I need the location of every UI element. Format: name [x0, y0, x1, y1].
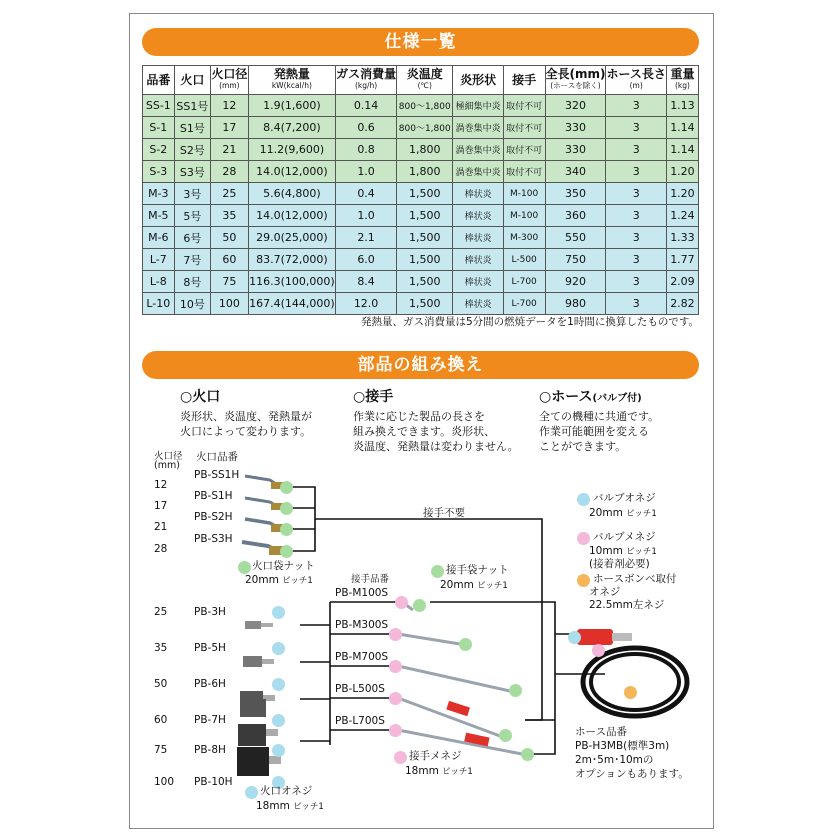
nozzle-dia: 28	[154, 543, 168, 555]
spec-cell: 3	[606, 117, 666, 139]
spec-cell: 2.1	[336, 227, 397, 249]
spec-col-header-sub: (℃)	[417, 81, 432, 90]
spec-cell: 1,500	[397, 205, 453, 227]
spec-col-header-sub: kW(kcal/h)	[271, 81, 312, 90]
spec-cell: 100	[211, 293, 249, 315]
joint-nut-label: 接手袋ナット	[446, 564, 509, 576]
nozzle-dia: 100	[154, 776, 175, 788]
spec-cell: 330	[545, 117, 606, 139]
valve-male-spec	[589, 508, 657, 520]
nozzle-s3-icon	[242, 542, 283, 555]
spec-cell: 29.0(25,000)	[248, 227, 335, 249]
spec-cell: 6号	[174, 227, 210, 249]
spec-cell: 0.6	[336, 117, 397, 139]
nozzle-s1-icon	[245, 498, 283, 510]
joint-m300-tube	[398, 634, 460, 644]
spec-cell: 6.0	[336, 249, 397, 271]
spec-cell: 14.0(12,000)	[248, 161, 335, 183]
nozzle-code: PB-10H	[194, 776, 233, 788]
nozzle-code: PB-S2H	[194, 511, 233, 523]
spec-cell: M-6	[143, 227, 175, 249]
nozzle-nut-spec	[245, 575, 313, 587]
hose-options: 2m･5m･10mの	[575, 754, 654, 766]
spec-cell: 3	[606, 161, 666, 183]
nozzle-code: PB-5H	[194, 642, 226, 654]
spec-sheet	[129, 13, 714, 829]
spec-cell: L-700	[503, 293, 545, 315]
nozzle-male-dot	[272, 678, 285, 691]
joint-desc-line2: 組み換えできます。炎形状、	[353, 425, 496, 438]
cylinder-label: ホースボンベ取付	[593, 573, 677, 585]
spec-cell: 1,800	[397, 139, 453, 161]
spec-cell: 980	[545, 293, 606, 315]
valve-female-size: 10mm	[589, 545, 623, 557]
nozzle-dia: 25	[154, 606, 168, 618]
valve-female-label: バルブメネジ	[593, 531, 656, 543]
l500-female-dot	[389, 692, 402, 705]
spec-cell: 1.14	[666, 139, 698, 161]
spec-cell: 0.4	[336, 183, 397, 205]
assembly-diagram	[130, 14, 713, 828]
spec-cell: 1,800	[397, 161, 453, 183]
nozzle-code: PB-7H	[194, 714, 226, 726]
joint-code: PB-M100S	[335, 587, 389, 599]
spec-cell: L-10	[143, 293, 175, 315]
hose-title-sub: (バルブ付)	[592, 393, 642, 404]
spec-col-header-main: 全長(mm)	[545, 67, 606, 81]
m700-nut-dot	[509, 684, 522, 697]
spec-cell: L-500	[503, 249, 545, 271]
spec-col-header-sub: (m)	[629, 81, 643, 90]
nozzle-dia: 50	[154, 678, 168, 690]
joint-nut-dot-icon	[431, 565, 444, 578]
joint-code: PB-L700S	[335, 715, 385, 727]
nozzle-dia-head-2: (mm)	[154, 460, 180, 471]
hose-cylinder-dot	[624, 686, 637, 699]
nozzle-5h-icon	[243, 656, 274, 667]
spec-cell: 2.82	[666, 293, 698, 315]
nozzle-female-pitch: ピッチ1	[293, 802, 324, 812]
joint-m700-tube	[398, 666, 510, 691]
nozzle-dia: 12	[154, 479, 168, 491]
spec-cell: S-1	[143, 117, 175, 139]
nozzle-nut-dot	[280, 523, 293, 536]
spec-cell: 取付不可	[503, 139, 545, 161]
hose-desc-line3: ことができます。	[539, 440, 627, 453]
nozzle-code: PB-SS1H	[194, 469, 240, 481]
spec-col-header-main: ホース長さ	[606, 67, 666, 81]
hose-desc-line2: 作業可能範囲を変える	[539, 425, 649, 438]
nozzle-desc-line1: 炎形状、炎温度、発熱量が	[180, 410, 312, 423]
nozzle-code: PB-6H	[194, 678, 226, 690]
spec-cell: M-3	[143, 183, 175, 205]
hose-title-text: ○ホース	[539, 389, 593, 405]
spec-col-header-main: 炎温度	[406, 67, 443, 81]
spec-cell: 1,500	[397, 183, 453, 205]
spec-cell: 21	[211, 139, 249, 161]
nozzle-dia-head-1: 火口径	[154, 451, 183, 462]
spec-col-header-main: 火口径	[211, 67, 248, 81]
valve-male-size: 20mm	[589, 507, 623, 519]
nozzle-female-label: 火口オネジ	[260, 785, 313, 797]
nozzle-7h-icon	[240, 699, 266, 717]
spec-title-banner: 仕様一覧	[142, 28, 699, 56]
joint-nut-pitch: ピッチ1	[477, 581, 508, 591]
nozzle-nut-dot	[280, 481, 293, 494]
l700-nut-dot	[521, 748, 534, 761]
hose-valve-icon	[577, 629, 613, 645]
spec-cell: 75	[211, 271, 249, 293]
spec-cell: M-5	[143, 205, 175, 227]
cylinder-label2: オネジ	[589, 586, 621, 598]
spec-cell: 8.4	[336, 271, 397, 293]
nozzle-8h-icon	[238, 724, 278, 746]
nozzle-male-dot	[272, 744, 285, 757]
nozzle-male-dot	[272, 642, 285, 655]
joint-code: PB-M300S	[335, 619, 389, 631]
spec-cell: 3号	[174, 183, 210, 205]
spec-cell: 360	[545, 205, 606, 227]
joint-male-label: 接手メネジ	[409, 750, 462, 762]
spec-cell: L-700	[503, 271, 545, 293]
spec-cell: L-7	[143, 249, 175, 271]
spec-col-header-main: ガス消費量	[336, 67, 397, 81]
joint-code: PB-L500S	[335, 683, 385, 695]
spec-cell: 8.4(7,200)	[248, 117, 335, 139]
spec-cell: S3号	[174, 161, 210, 183]
nozzle-nut-dot	[280, 545, 293, 558]
spec-cell: 1.24	[666, 205, 698, 227]
spec-col-header-sub: (mm)	[219, 81, 240, 90]
joint-nut-spec	[440, 580, 508, 592]
cylinder-spec: 22.5mm左ネジ	[589, 599, 665, 611]
spec-cell: 棒状炎	[453, 249, 503, 271]
nozzle-nut-label: 火口袋ナット	[252, 560, 315, 572]
spec-cell: S1号	[174, 117, 210, 139]
spec-cell: 35	[211, 205, 249, 227]
spec-cell: 1.77	[666, 249, 698, 271]
spec-cell: 渦巻集中炎	[453, 117, 503, 139]
nozzle-dia-head	[154, 452, 183, 470]
hose-desc-line1: 全ての機種に共通です。	[539, 410, 660, 423]
spec-cell: 800～1,800	[397, 117, 453, 139]
spec-cell: 330	[545, 139, 606, 161]
spec-cell: 1.9(1,600)	[248, 95, 335, 117]
s-nozzle-drawings	[242, 476, 283, 555]
spec-cell: 167.4(144,000)	[248, 293, 335, 315]
joint-nut-size: 20mm	[440, 579, 474, 591]
m100-nut-dot	[413, 599, 426, 612]
spec-cell: 3	[606, 249, 666, 271]
spec-cell: 340	[545, 161, 606, 183]
valve-female-spec	[589, 546, 657, 558]
spec-cell: S2号	[174, 139, 210, 161]
nozzle-3h-icon	[245, 621, 273, 629]
spec-cell: 28	[211, 161, 249, 183]
spec-cell: 60	[211, 249, 249, 271]
nut-dot-icon	[238, 561, 251, 574]
spec-cell: 3	[606, 227, 666, 249]
valve-male-dot-icon	[577, 493, 590, 506]
nozzle-s2-icon	[245, 519, 283, 532]
spec-cell: 棒状炎	[453, 227, 503, 249]
spec-cell: 116.3(100,000)	[248, 271, 335, 293]
nozzle-nut-dot	[280, 502, 293, 515]
nozzle-column-title: ○火口	[180, 389, 221, 405]
nozzle-male-dot	[272, 714, 285, 727]
nozzle-code: PB-S1H	[194, 490, 233, 502]
l700-female-dot	[389, 724, 402, 737]
hose-male-dot	[568, 631, 581, 644]
spec-cell: 12	[211, 95, 249, 117]
spec-cell: 83.7(72,000)	[248, 249, 335, 271]
spec-cell: 1,500	[397, 249, 453, 271]
spec-cell: 取付不可	[503, 95, 545, 117]
spec-cell: 取付不可	[503, 117, 545, 139]
valve-male-pitch: ピッチ1	[626, 509, 657, 519]
spec-cell: 25	[211, 183, 249, 205]
spec-cell: 棒状炎	[453, 183, 503, 205]
spec-note: 発熱量、ガス消費量は5分間の燃焼データを1時間に換算したものです。	[360, 316, 699, 328]
spec-cell: 取付不可	[503, 161, 545, 183]
m100-female-dot	[395, 596, 408, 609]
valve-female-pitch: ピッチ1	[626, 547, 657, 557]
joint-male-pitch: ピッチ1	[442, 767, 473, 777]
spec-cell: 800～1,800	[397, 95, 453, 117]
nozzle-female-size: 18mm	[256, 800, 290, 812]
nozzle-female-dot-icon	[245, 786, 258, 799]
joint-code-head: 接手品番	[351, 574, 390, 585]
spec-cell: 1.20	[666, 161, 698, 183]
nozzle-code: PB-3H	[194, 606, 226, 618]
spec-cell: 11.2(9,600)	[248, 139, 335, 161]
spec-cell: 3	[606, 95, 666, 117]
nozzle-code: PB-8H	[194, 744, 226, 756]
l500-nut-dot	[499, 729, 512, 742]
joint-male-dot-icon	[394, 751, 407, 764]
spec-col-header-main: 品番	[146, 72, 171, 87]
nozzle-nut-size: 20mm	[245, 574, 279, 586]
nozzle-dia: 17	[154, 500, 168, 512]
spec-cell: 8号	[174, 271, 210, 293]
spec-col-header-sub: (kg)	[674, 81, 690, 90]
spec-cell: 0.14	[336, 95, 397, 117]
spec-cell: L-8	[143, 271, 175, 293]
spec-cell: 920	[545, 271, 606, 293]
spec-cell: 50	[211, 227, 249, 249]
hose-options2: オプションもあります。	[575, 768, 689, 780]
joint-code: PB-M700S	[335, 651, 389, 663]
spec-col-header-main: 炎形状	[460, 72, 497, 87]
spec-col-header-sub: (kg/h)	[354, 81, 378, 90]
spec-col-header-main: 発熱量	[273, 67, 310, 81]
spec-cell: M-100	[503, 205, 545, 227]
nozzle-code-head: 火口品番	[196, 451, 238, 463]
nozzle-dia: 75	[154, 744, 168, 756]
spec-cell: SS1号	[174, 95, 210, 117]
joint-desc-line1: 作業に応じた製品の長さを	[353, 410, 485, 423]
spec-cell: 1.33	[666, 227, 698, 249]
nozzle-male-dot	[272, 606, 285, 619]
no-joint-label: 接手不要	[423, 507, 465, 519]
spec-cell: S-2	[143, 139, 175, 161]
spec-cell: 14.0(12,000)	[248, 205, 335, 227]
spec-cell: M-100	[503, 183, 545, 205]
spec-cell: 1.0	[336, 205, 397, 227]
spec-cell: 7号	[174, 249, 210, 271]
parts-title-banner: 部品の組み換え	[142, 351, 699, 379]
joint-desc-line3: 炎温度、発熱量は変わりません。	[353, 440, 519, 453]
nozzle-dia: 35	[154, 642, 168, 654]
joint-male-size: 18mm	[405, 765, 439, 777]
l500-grip-icon	[446, 701, 470, 716]
spec-cell: 17	[211, 117, 249, 139]
spec-cell: 320	[545, 95, 606, 117]
spec-cell: 棒状炎	[453, 205, 503, 227]
spec-col-header-main: 接手	[512, 72, 537, 87]
spec-cell: 1.14	[666, 117, 698, 139]
spec-cell: M-300	[503, 227, 545, 249]
spec-cell: 12.0	[336, 293, 397, 315]
hose-female-dot	[592, 644, 605, 657]
spec-cell: S-3	[143, 161, 175, 183]
spec-cell: SS-1	[143, 95, 175, 117]
spec-cell: 極細集中炎	[453, 95, 503, 117]
hose-code: PB-H3MB(標準3m)	[575, 740, 670, 752]
spec-cell: 2.09	[666, 271, 698, 293]
spec-cell: 10号	[174, 293, 210, 315]
spec-cell: 1.13	[666, 95, 698, 117]
nozzle-dia: 21	[154, 521, 168, 533]
spec-col-header-sub: (ホースを除く)	[550, 81, 601, 90]
joint-male-spec	[405, 766, 473, 778]
nozzle-desc-line2: 火口によって変わります。	[180, 425, 312, 438]
joint-column-title: ○接手	[353, 389, 394, 405]
spec-cell: 1,500	[397, 271, 453, 293]
spec-cell: 棒状炎	[453, 293, 503, 315]
valve-female-dot-icon	[577, 532, 590, 545]
spec-cell: 550	[545, 227, 606, 249]
spec-cell: 棒状炎	[453, 271, 503, 293]
spec-cell: 5.6(4,800)	[248, 183, 335, 205]
m300-nut-dot	[459, 638, 472, 651]
spec-cell: 3	[606, 271, 666, 293]
spec-cell: 3	[606, 183, 666, 205]
nozzle-female-spec	[256, 801, 324, 813]
spec-cell: 渦巻集中炎	[453, 161, 503, 183]
nozzle-code: PB-S3H	[194, 533, 233, 545]
spec-cell: 渦巻集中炎	[453, 139, 503, 161]
spec-cell: 750	[545, 249, 606, 271]
spec-cell: 350	[545, 183, 606, 205]
spec-cell: 3	[606, 205, 666, 227]
spec-cell: 1.0	[336, 161, 397, 183]
spec-cell: 1,500	[397, 227, 453, 249]
spec-cell: 5号	[174, 205, 210, 227]
spec-cell: 0.8	[336, 139, 397, 161]
hose-code-head: ホース品番	[575, 726, 627, 738]
m700-female-dot	[389, 660, 402, 673]
nozzle-dia: 60	[154, 714, 168, 726]
nozzle-ss1-icon	[245, 476, 283, 489]
m300-female-dot	[389, 628, 402, 641]
spec-cell: 1,500	[397, 293, 453, 315]
spec-col-header-main: 火口	[180, 72, 205, 87]
valve-female-note: (接着剤必要)	[589, 558, 650, 570]
hose-drawing	[577, 629, 687, 716]
spec-col-header-main: 重量	[670, 67, 695, 81]
spec-cell: 1.20	[666, 183, 698, 205]
spec-cell: 3	[606, 139, 666, 161]
nozzle-nut-pitch: ピッチ1	[282, 576, 313, 586]
spec-cell: 3	[606, 293, 666, 315]
valve-male-label: バルブオネジ	[593, 492, 656, 504]
